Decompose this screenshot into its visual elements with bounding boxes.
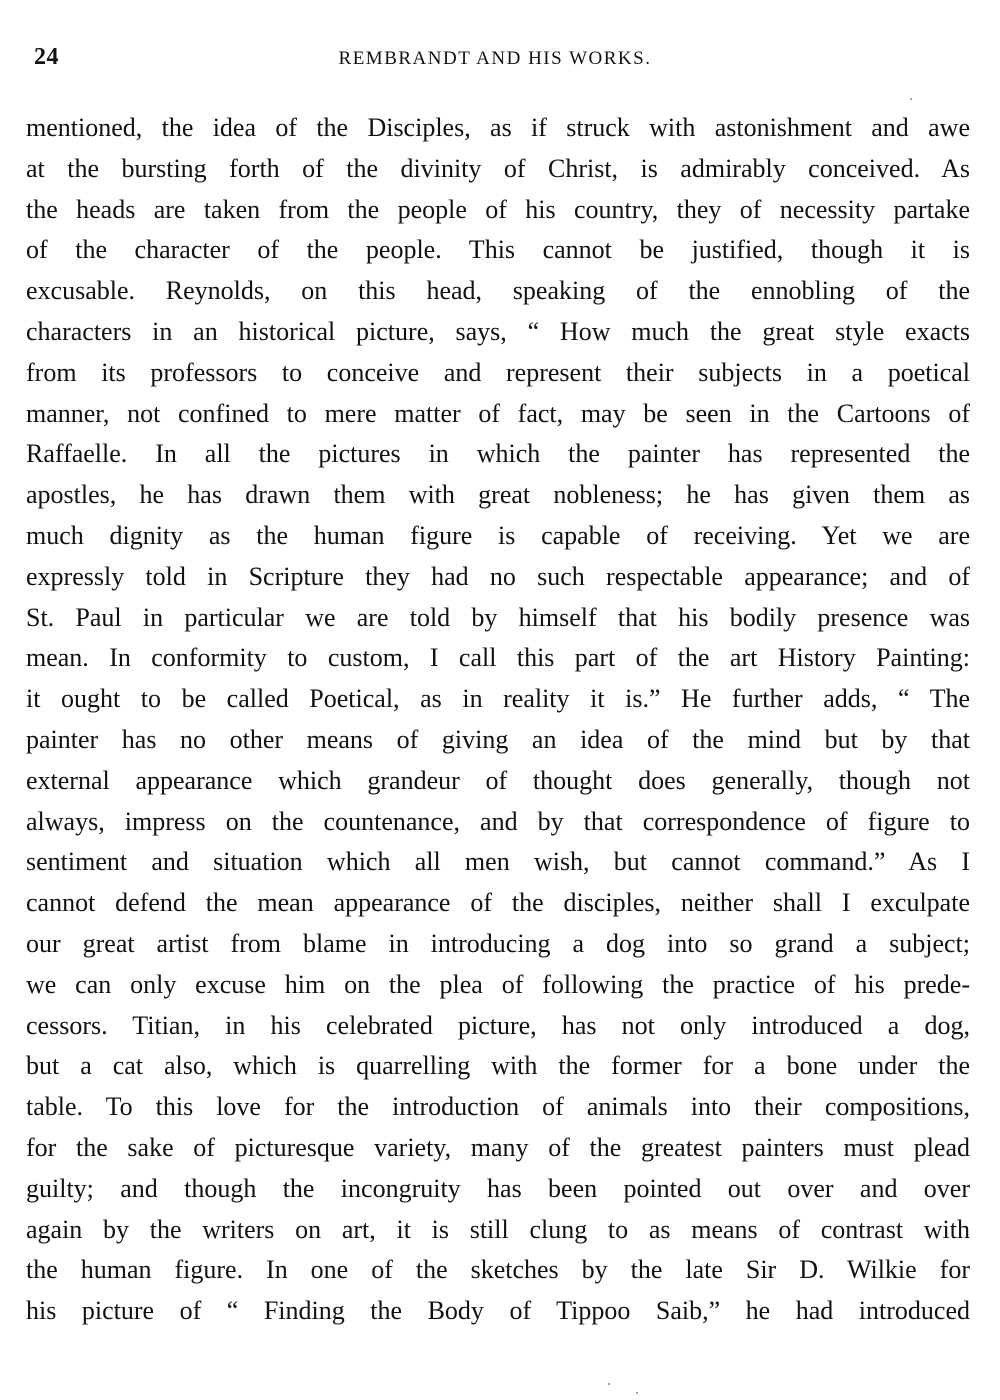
paper-speck: [636, 1392, 638, 1394]
text-line: at the bursting forth of the divinity of Christ, is admirably conceived. As: [26, 153, 970, 183]
page-number: 24: [34, 44, 59, 70]
text-line: the heads are taken from the people of his country, they of necessity partake: [26, 194, 970, 224]
text-line: from its professors to conceive and represent their subjects in a poetical: [26, 357, 970, 387]
text-line: Raffaelle. In all the pictures in which the painter has represented the: [26, 439, 970, 469]
text-line: it ought to be called Poetical, as in reality it is.” He further adds, “ The: [26, 684, 970, 714]
text-line: cessors. Titian, in his celebrated picture, has not only introduced a dog,: [26, 1010, 970, 1040]
text-line: guilty; and though the incongruity has been pointed out over and over: [26, 1173, 970, 1203]
text-line: expressly told in Scripture they had no such respectable appearance; and of: [26, 561, 970, 591]
text-line: St. Paul in particular we are told by himself that his bodily presence was: [26, 602, 970, 632]
text-line: apostles, he has drawn them with great nobleness; he has given them as: [26, 480, 970, 510]
text-line: of the character of the people. This cannot be justified, though it is: [26, 235, 970, 265]
text-line: characters in an historical picture, says, “ How much the great style exacts: [26, 316, 970, 346]
text-line: mean. In conformity to custom, I call this part of the art History Painting:: [26, 643, 970, 673]
text-line: manner, not confined to mere matter of fact, may be seen in the Cartoons of: [26, 398, 970, 428]
text-line: painter has no other means of giving an idea of the mind but by that: [26, 724, 970, 754]
text-line: sentiment and situation which all men wish, but cannot command.” As I: [26, 847, 970, 877]
text-line: the human figure. In one of the sketches by the late Sir D. Wilkie for: [26, 1255, 970, 1285]
paper-speck: [608, 1383, 610, 1385]
page-header: [30, 44, 960, 84]
text-line: much dignity as the human figure is capable of receiving. Yet we are: [26, 520, 970, 550]
text-line: excusable. Reynolds, on this head, speaking of the ennobling of the: [26, 276, 970, 306]
text-line: mentioned, the idea of the Disciples, as if struck with astonishment and awe: [26, 113, 970, 142]
text-line: again by the writers on art, it is still clung to as means of contrast with: [26, 1214, 970, 1244]
text-line: but a cat also, which is quarrelling with the former for a bone under the: [26, 1051, 970, 1081]
text-line: external appearance which grandeur of thought does generally, though not: [26, 765, 970, 795]
text-line: cannot defend the mean appearance of the disciples, neither shall I exculpate: [26, 888, 970, 918]
text-line: our great artist from blame in introducing a dog into so grand a subject;: [26, 928, 970, 958]
text-line: we can only excuse him on the plea of following the practice of his prede-: [26, 969, 970, 999]
text-line: his picture of “ Finding the Body of Tippoo Saib,” he had introduced: [26, 1296, 970, 1326]
running-title: REMBRANDT AND HIS WORKS.: [338, 48, 652, 69]
body-text: [26, 108, 970, 1332]
paper-speck: [910, 98, 912, 100]
text-line: always, impress on the countenance, and by that correspondence of figure to: [26, 806, 970, 836]
text-line: table. To this love for the introduction of animals into their compositions,: [26, 1092, 970, 1122]
text-line: for the sake of picturesque variety, many of the greatest painters must plead: [26, 1132, 970, 1162]
